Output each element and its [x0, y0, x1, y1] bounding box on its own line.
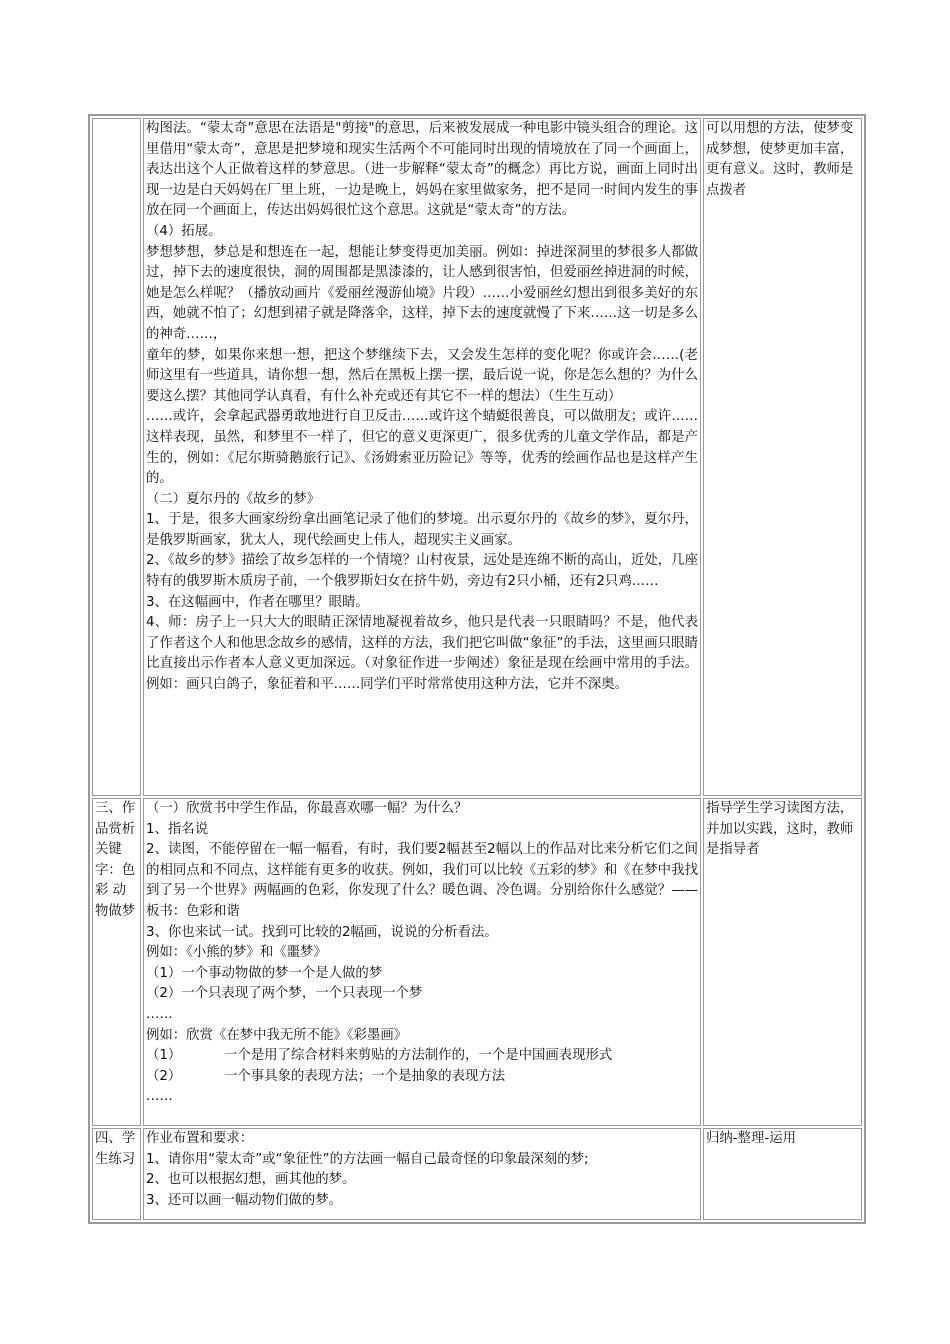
paragraph: 3、在这幅画中，作者在哪里？眼睛。 — [146, 594, 369, 610]
item-text: 一个是用了综合材料来剪贴的方法制作的，一个是中国画表现形式 — [224, 1048, 613, 1064]
teacher-note-cell: 可以用想的方法，使梦变成梦想，使梦更加丰富，更有意义。这时，教师是点拨者 — [703, 118, 862, 796]
item-number: （1） — [146, 1048, 182, 1064]
table-row — [92, 798, 862, 1126]
paragraph: 例如：《小熊的梦》和《噩梦》 — [146, 945, 327, 961]
paragraph: （一）欣赏书中学生作品，你最喜欢哪一幅？为什么？ — [146, 801, 468, 816]
stage-label-cell: 三、作品赏析关键字：色彩 动物做梦 — [92, 798, 141, 1126]
content-cell — [143, 798, 701, 1126]
paragraph: （2）一个只表现了两个梦，一个只表现一个梦 — [146, 986, 423, 1002]
paragraph: 2、读图，不能停留在一幅一幅看，有时，我们要2幅甚至2幅以上的作品对比来分析它们之间的相同点和不同点，这样能有更多的收获。例如，我们可以比较《五彩的梦》和《在梦中我找到了另一个世界》两幅画的色彩，你发现了什么？暖色调、冷色调。分别给你什么感觉？——板书：色彩和谐 — [146, 842, 698, 919]
paragraph: （1）一个事动物做的梦一个是人做的梦 — [146, 965, 383, 981]
teacher-note-cell: 指导学生学习读图方法，并加以实践，这时，教师是指导者 — [703, 798, 862, 1126]
paragraph: 构图法。“蒙太奇”意思在法语是"剪接"的意思，后来被发展成一种电影中镜头组合的理论。这里借用“蒙太奇”，意思是把梦境和现实生活两个不可能同时出现的情境放在了同一个画面上，表达出这个人正做着这样的梦意思。（进一步解释“蒙太奇”的概念）再比方说，画面上同时出现一边是白天妈妈在厂里上班，一边是晚上，妈妈在家里做家务，把不是同一时间内发生的事放在同一个画面上，传达出妈妈很忙这个意思。这就是“蒙太奇”的方法。 — [146, 121, 698, 219]
paragraph: （4）拓展。 — [146, 223, 222, 239]
paragraph: 例如：欣赏《在梦中我无所不能》《彩墨画》 — [146, 1027, 408, 1043]
paragraph: 童年的梦，如果你来想一想，把这个梦继续下去，又会发生怎样的变化呢？你或许会……(老师这里有一些道具，请你想一想，然后在黑板上摆一摆，最后说一说，你是怎么想的？为什么要这么摆？其他同学认真看，有什么补充或还有其它不一样的想法）（生生互动） — [146, 347, 698, 404]
paragraph: …… — [146, 1089, 173, 1105]
paragraph: 1、于是，很多大画家纷纷拿出画笔记录了他们的梦境。出示夏尔丹的《故乡的梦》，夏尔丹，是俄罗斯画家，犹太人，现代绘画史上伟人，超现实主义画家。 — [146, 512, 698, 548]
table-row — [92, 1128, 862, 1220]
paragraph: 1、请你用“蒙太奇”或“象征性”的方法画一幅自己最奇怪的印象最深刻的梦; — [146, 1151, 589, 1167]
paragraph: …… — [146, 1006, 173, 1022]
content-cell — [143, 118, 701, 796]
item-text: 一个事具象的表现方法；一个是抽象的表现方法 — [224, 1068, 506, 1084]
paragraph: 2、《故乡的梦》描绘了故乡怎样的一个情境？山村夜景，远处是连绵不断的高山，近处，几座特有的俄罗斯木质房子前，一个俄罗斯妇女在挤牛奶，旁边有2只小桶，还有2只鸡…… — [146, 553, 698, 590]
paragraph: 1、指名说 — [146, 821, 209, 837]
paragraph: 3、还可以画一幅动物们做的梦。 — [146, 1192, 342, 1208]
lesson-plan-table — [88, 114, 866, 1224]
table-row — [92, 118, 862, 796]
paragraph: 作业布置和要求： — [146, 1131, 254, 1146]
stage-label-cell: 四、学生练习 — [92, 1128, 141, 1220]
paragraph: （二）夏尔丹的《故乡的梦》 — [146, 491, 321, 507]
teacher-note-cell: 归纳-整理-运用 — [703, 1128, 862, 1220]
content-cell — [143, 1128, 701, 1220]
paragraph: 4、师：房子上一只大大的眼睛正深情地凝视着故乡，他只是代表一只眼睛吗？不是，他代表了作者这个人和他思念故乡的感情，这样的方法，我们把它叫做“象征”的手法，这里画只眼睛比直接出示作者本人意义更加深远。（对象征作进一步阐述）象征是现在绘画中常用的手法。例如：画只白鸽子，象征着和平……同学们平时常常使用这种方法，它并不深奥。 — [146, 615, 698, 693]
item-number: （2） — [146, 1068, 182, 1084]
paragraph: ……或许，会拿起武器勇敢地进行自卫反击……或许这个蜻蜓很善良，可以做朋友；或许……这样表现，虽然，和梦里不一样了，但它的意义更深更广，很多优秀的儿童文学作品，都是产生的，例如：《尼尔斯骑鹅旅行记》、《汤姆索亚历险记》等等，优秀的绘画作品也是这样产生的。 — [146, 409, 698, 487]
paragraph: 梦想梦想，梦总是和想连在一起，想能让梦变得更加美丽。例如：掉进深洞里的梦很多人都做过，掉下去的速度很快，洞的周围都是黑漆漆的，让人感到很害怕，但爱丽丝掉进洞的时候，她是怎么样呢？（播放动画片《爱丽丝漫游仙境》片段）……小爱丽丝幻想出到很多美好的东西，她就不怕了；幻想到裙子就是降落伞，这样，掉下去的速度就慢了下来……这一切是多么的神奇……， — [146, 244, 698, 342]
numbered-item — [146, 1046, 698, 1067]
stage-label-cell — [92, 118, 141, 796]
numbered-item — [146, 1067, 698, 1088]
paragraph: 3、你也来试一试。找到可比较的2幅画，说说的分析看法。 — [146, 924, 498, 940]
paragraph: 2、也可以根据幻想，画其他的梦。 — [146, 1172, 356, 1188]
